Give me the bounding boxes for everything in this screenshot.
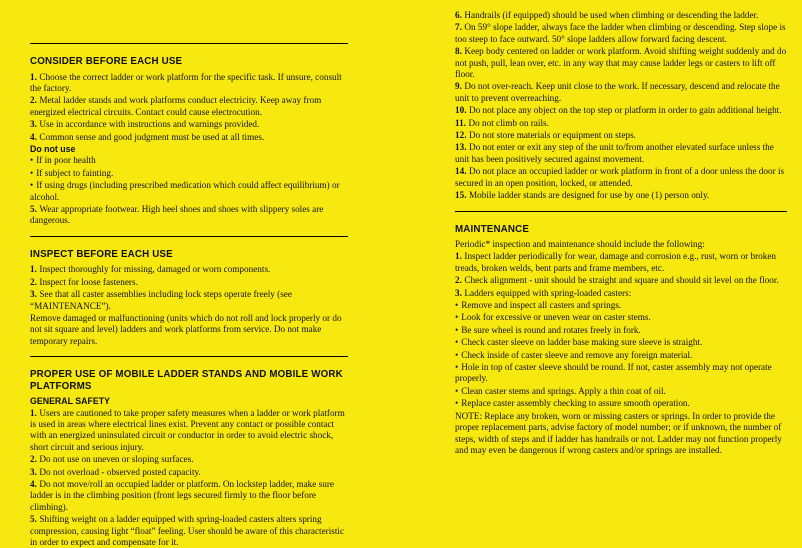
item-number: 3.	[455, 287, 462, 298]
bullet-item	[455, 350, 787, 361]
bullet-item	[30, 168, 348, 179]
numbered-item	[30, 72, 348, 95]
item-number: 10.	[455, 105, 467, 116]
bullet-item	[30, 180, 348, 203]
item-number: 7.	[455, 22, 462, 33]
item-text: Do not move/roll an occupied ladder or platform. On lockstep ladder, make sure ladder is in the climbing position (front legs secured firmly to the floor before climbing).	[30, 478, 334, 512]
numbered-item	[455, 46, 787, 80]
section-heading: CONSIDER BEFORE EACH USE	[30, 56, 183, 67]
numbered-item	[455, 251, 787, 274]
bullet-text: If using drugs (including prescribed medication which could affect equilibrium) or alcohol.	[30, 180, 340, 202]
item-text: Shifting weight on a ladder equipped with spring-loaded casters alters spring compression, causing light “float” feeling. User should be aware of this characteristic in order to expect and compensate for it.	[30, 514, 345, 547]
numbered-item	[30, 204, 348, 227]
item-number: 2.	[30, 276, 37, 287]
numbered-item	[30, 132, 348, 143]
numbered-item	[455, 275, 787, 286]
bullet-glyph: •	[30, 167, 34, 178]
item-number: 5.	[30, 203, 37, 214]
numbered-item	[455, 81, 787, 104]
section-heading: PROPER USE OF MOBILE LADDER STANDS AND MOBILE WORK PLATFORMS	[30, 369, 343, 392]
bullet-text: Check caster sleeve on ladder base making sure sleeve is straight.	[461, 337, 703, 348]
numbered-item	[30, 408, 348, 454]
sub-heading: GENERAL SAFETY	[30, 396, 110, 407]
item-number: 1.	[455, 251, 462, 262]
item-number: 9.	[455, 81, 462, 92]
bullet-glyph: •	[30, 155, 34, 166]
item-text: Users are cautioned to take proper safety measures when a ladder or work platform is used in areas where electrical lines exist. Prevent any contact or possible contact with an energized uninsulated circuit or conductor in order to avoid electric shock, short circuit and serious injury.	[30, 407, 345, 452]
bullet-item	[455, 362, 787, 385]
item-number: 3.	[30, 289, 37, 300]
bullet-glyph: •	[455, 337, 459, 348]
numbered-item	[455, 288, 787, 299]
bullet-item	[455, 386, 787, 397]
numbered-item	[455, 190, 787, 201]
bullet-item	[30, 155, 348, 166]
numbered-item	[30, 514, 348, 548]
item-number: 13.	[455, 142, 467, 153]
numbered-item	[455, 166, 787, 189]
item-text: Metal ladder stands and work platforms conduct electricity. Keep away from energized electrical circuits. Contact could cause electrocution.	[30, 95, 322, 117]
bullet-item	[455, 325, 787, 336]
item-number: 2.	[30, 95, 37, 106]
item-text: Do not place an occupied ladder or work platform in front of a door unless the door is secured in an open position, locked, or attended.	[455, 166, 785, 188]
bullet-item	[455, 337, 787, 348]
item-text: Do not climb on rails.	[468, 117, 549, 128]
item-number: 8.	[455, 46, 462, 57]
item-text: Check alignment - unit should be straight and square and should sit level on the floor.	[464, 275, 779, 286]
numbered-item	[455, 22, 787, 45]
bullet-text: If subject to fainting.	[36, 167, 114, 178]
paragraph: Periodic* inspection and maintenance should include the following:	[455, 239, 705, 249]
sub-heading: Do not use	[30, 143, 76, 154]
bullet-text: Clean caster stems and springs. Apply a thin coat of oil.	[461, 385, 666, 396]
bullet-text: Be sure wheel is round and rotates freely in fork.	[461, 324, 641, 335]
item-number: 2.	[455, 275, 462, 286]
bullet-glyph: •	[455, 300, 459, 311]
item-number: 1.	[30, 71, 37, 82]
item-text: On 59° slope ladder, always face the ladder when climbing or descending. Step slope is too steep to face outward. 50° slope ladders allow forward facing descent.	[455, 22, 786, 44]
item-text: Do not enter or exit any step of the unit to/from another elevated surface unless the unit has been positively secured against movement.	[455, 142, 774, 164]
numbered-item	[455, 118, 787, 129]
bullet-item	[455, 398, 787, 409]
item-text: Do not place any object on the top step or platform in order to gain additional height.	[468, 105, 782, 116]
item-number: 12.	[455, 130, 467, 141]
numbered-item	[30, 95, 348, 118]
item-number: 1.	[30, 407, 37, 418]
item-text: Do not overload - observed posted capacity.	[39, 466, 201, 477]
numbered-item	[30, 467, 348, 478]
section-divider-rule	[30, 43, 348, 44]
section-divider-rule	[455, 211, 787, 212]
right-page-column	[455, 10, 787, 511]
numbered-item	[455, 142, 787, 165]
section-divider-rule	[30, 236, 348, 237]
numbered-item	[30, 479, 348, 513]
bullet-glyph: •	[455, 362, 459, 373]
item-text: Inspect ladder periodically for wear, damage and corrosion e.g., rust, worn or broken treads, broken welds, bent parts and frame members, etc.	[455, 251, 777, 273]
bullet-glyph: •	[455, 398, 459, 409]
item-number: 5.	[30, 514, 37, 525]
item-text: See that all caster assemblies including lock steps operate freely (see “MAINTENANCE”).	[30, 289, 292, 311]
bullet-glyph: •	[455, 349, 459, 360]
item-text: Do not over-reach. Keep unit close to the work. If necessary, descend and relocate the unit to prevent overreaching.	[455, 81, 780, 103]
item-number: 3.	[30, 466, 37, 477]
item-number: 6.	[455, 10, 462, 20]
section-heading: MAINTENANCE	[455, 223, 530, 235]
item-number: 2.	[30, 454, 37, 465]
item-text: Do not store materials or equipment on steps.	[468, 130, 636, 141]
bullet-item	[455, 300, 787, 311]
numbered-item	[30, 289, 348, 312]
paragraph: NOTE: Replace any broken, worn or missing casters or springs. In order to provide the proper replacement parts, advise factory of model number; or if unknown, the number of steps, width of steps and if ladder has handrails or not. Ladder may not function properly and may even be dangerous if wrong casters and/or springs are installed.	[455, 410, 782, 455]
paragraph: Remove damaged or malfunctioning (units which do not roll and lock properly or do not sit square and level) ladders and work platforms from service. Do not make temporary repairs.	[30, 312, 342, 346]
bullet-text: Replace caster assembly checking to assure smooth operation.	[461, 398, 690, 409]
bullet-text: If in poor health	[36, 155, 96, 166]
item-text: Wear appropriate footwear. High heel shoes and shoes with slippery soles are dangerous.	[30, 203, 324, 226]
item-number: 14.	[455, 166, 467, 177]
item-text: Keep body centered on ladder or work platform. Avoid shifting weight suddenly and do not push, pull, lean over, etc. in any way that may cause ladder legs or casters to lift off floor.	[455, 46, 787, 80]
item-number: 4.	[30, 131, 37, 142]
bullet-glyph: •	[30, 180, 34, 191]
bullet-text: Check inside of caster sleeve and remove any foreign material.	[461, 349, 693, 360]
item-text: Ladders equipped with spring-loaded casters:	[464, 287, 632, 298]
bullet-glyph: •	[455, 324, 459, 335]
numbered-item	[30, 454, 348, 465]
item-text: Inspect for loose fasteners.	[39, 276, 138, 287]
item-text: Handrails (if equipped) should be used when climbing or descending the ladder.	[464, 10, 759, 20]
item-number: 4.	[30, 478, 37, 489]
left-page-column	[30, 10, 348, 547]
item-text: Mobile ladder stands are designed for use by one (1) person only.	[468, 190, 710, 201]
section-heading: INSPECT BEFORE EACH USE	[30, 248, 173, 260]
bullet-text: Look for excessive or uneven wear on caster stems.	[461, 312, 651, 323]
item-number: 3.	[30, 119, 37, 130]
numbered-item	[455, 130, 787, 141]
numbered-item	[30, 119, 348, 130]
numbered-item	[30, 264, 348, 275]
item-number: 11.	[455, 117, 466, 128]
bullet-glyph: •	[455, 385, 459, 396]
item-number: 1.	[30, 264, 37, 275]
numbered-item	[455, 105, 787, 116]
bullet-text: Remove and inspect all casters and springs.	[461, 300, 622, 311]
item-text: Do not use on uneven or sloping surfaces.	[39, 454, 194, 465]
numbered-item	[455, 10, 787, 21]
item-text: Inspect thoroughly for missing, damaged or worn components.	[39, 264, 271, 275]
item-text: Use in accordance with instructions and warnings provided.	[39, 119, 260, 130]
bullet-text: Hole in top of caster sleeve should be round. If not, caster assembly may not operate properly.	[455, 362, 772, 384]
bullet-item	[455, 312, 787, 323]
item-text: Common sense and good judgment must be used at all times.	[39, 131, 265, 142]
numbered-item	[30, 277, 348, 288]
item-number: 15.	[455, 190, 467, 201]
bullet-glyph: •	[455, 312, 459, 323]
item-text: Choose the correct ladder or work platform for the specific task. If unsure, consult the factory.	[30, 71, 342, 93]
section-divider-rule	[30, 356, 348, 357]
